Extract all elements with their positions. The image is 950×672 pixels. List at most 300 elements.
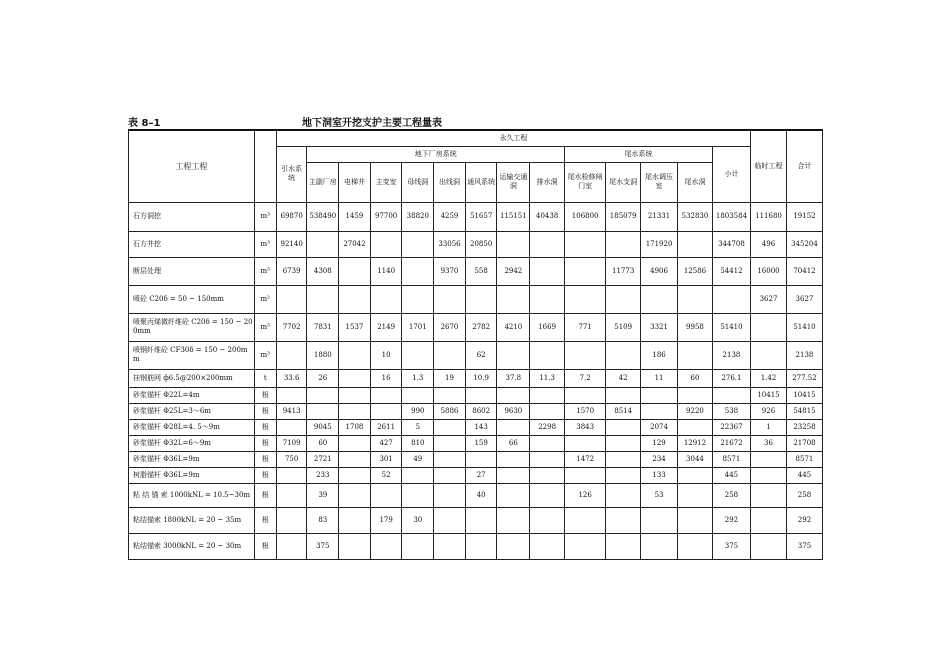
row-value	[402, 231, 434, 257]
row-value	[276, 285, 307, 313]
row-unit: 根	[254, 435, 276, 451]
row-value: 9958	[678, 313, 713, 341]
row-value: 16	[370, 369, 402, 387]
row-unit: 根	[254, 451, 276, 467]
table-row	[129, 341, 823, 369]
row-value	[606, 451, 641, 467]
row-value: 1537	[339, 313, 371, 341]
row-value	[339, 403, 371, 419]
row-value: 9630	[497, 403, 530, 419]
row-value: 292	[786, 507, 822, 533]
row-name: 砂浆锚杆 Φ36L=9m	[129, 451, 255, 467]
row-value: 445	[786, 467, 822, 483]
row-value	[307, 403, 339, 419]
table-title: 地下洞室开挖支护主要工程量表	[302, 118, 442, 129]
row-name: 砂浆锚杆 Φ28L=4. 5～9m	[129, 419, 255, 435]
row-value: 23258	[786, 419, 822, 435]
row-name: 砂浆锚杆 Φ32L=6～9m	[129, 435, 255, 451]
header-sub: 运输交通洞	[497, 162, 530, 202]
row-value	[606, 341, 641, 369]
table-row	[129, 435, 823, 451]
row-value	[530, 403, 565, 419]
row-value: 3627	[786, 285, 822, 313]
table-row	[129, 369, 823, 387]
row-value: 185079	[606, 202, 641, 231]
row-name: 喷砼 C20δ = 50 ~ 150mm	[129, 285, 255, 313]
row-value	[530, 341, 565, 369]
row-value: 51657	[465, 202, 497, 231]
row-value: 92140	[276, 231, 307, 257]
row-value	[530, 507, 565, 533]
row-value	[434, 451, 466, 467]
row-value: 143	[465, 419, 497, 435]
row-value	[606, 435, 641, 451]
header-sub: 电梯井	[339, 162, 371, 202]
row-value: 10	[370, 341, 402, 369]
row-value	[339, 483, 371, 507]
row-unit: m³	[254, 313, 276, 341]
row-value	[565, 341, 606, 369]
row-value	[641, 533, 678, 559]
row-value: 97700	[370, 202, 402, 231]
row-value: 292	[712, 507, 750, 533]
table-row	[129, 257, 823, 285]
row-value: 49	[402, 451, 434, 467]
row-value	[339, 507, 371, 533]
row-unit: t	[254, 369, 276, 387]
table-row	[129, 285, 823, 313]
row-value: 538490	[307, 202, 339, 231]
row-value	[497, 231, 530, 257]
row-value: 8571	[712, 451, 750, 467]
row-value	[678, 467, 713, 483]
row-value: 375	[307, 533, 339, 559]
row-value: 277.52	[786, 369, 822, 387]
row-value: 42	[606, 369, 641, 387]
row-value: 1701	[402, 313, 434, 341]
row-value: 1.3	[402, 369, 434, 387]
row-unit: m²	[254, 285, 276, 313]
row-value: 60	[307, 435, 339, 451]
row-name: 石方井挖	[129, 231, 255, 257]
header-tail: 尾水系统	[565, 146, 713, 162]
row-value: 70412	[786, 257, 822, 285]
row-value	[497, 483, 530, 507]
row-value	[606, 533, 641, 559]
row-value	[339, 285, 371, 313]
row-value: 19	[434, 369, 466, 387]
row-unit: 根	[254, 483, 276, 507]
header-permanent: 永久工程	[276, 130, 750, 146]
row-value: 129	[641, 435, 678, 451]
row-value	[339, 451, 371, 467]
row-value: 9413	[276, 403, 307, 419]
row-value: 111680	[751, 202, 787, 231]
row-value: 27	[465, 467, 497, 483]
row-value	[339, 369, 371, 387]
header-sub: 母线洞	[402, 162, 434, 202]
row-value: 19152	[786, 202, 822, 231]
row-value	[497, 451, 530, 467]
row-value	[434, 435, 466, 451]
row-unit: 根	[254, 403, 276, 419]
row-name: 砂浆锚杆 Φ22L=4m	[129, 387, 255, 403]
table-row	[129, 483, 823, 507]
row-value: 5886	[434, 403, 466, 419]
row-value	[530, 257, 565, 285]
row-value: 5109	[606, 313, 641, 341]
header-total: 合计	[786, 130, 822, 202]
row-value: 53	[641, 483, 678, 507]
row-value	[565, 507, 606, 533]
row-value: 375	[786, 533, 822, 559]
row-value: 54815	[786, 403, 822, 419]
row-value: 990	[402, 403, 434, 419]
row-value	[751, 507, 787, 533]
row-value	[678, 341, 713, 369]
row-value	[751, 341, 787, 369]
row-value	[339, 387, 371, 403]
row-value	[565, 285, 606, 313]
row-value: 4210	[497, 313, 530, 341]
row-value	[565, 257, 606, 285]
row-value	[307, 387, 339, 403]
row-value: 1669	[530, 313, 565, 341]
row-value: 1459	[339, 202, 371, 231]
row-value: 258	[786, 483, 822, 507]
row-value: 16000	[751, 257, 787, 285]
row-value: 38820	[402, 202, 434, 231]
row-name: 挂钢筋网 ф6.5@200×200mm	[129, 369, 255, 387]
row-name: 断层处理	[129, 257, 255, 285]
row-value	[678, 285, 713, 313]
row-value	[370, 483, 402, 507]
row-value: 3627	[751, 285, 787, 313]
row-value: 36	[751, 435, 787, 451]
row-name: 树脂锚杆 Φ36L=9m	[129, 467, 255, 483]
header-sub: 尾水检修闸门室	[565, 162, 606, 202]
row-value	[402, 533, 434, 559]
row-value: 8514	[606, 403, 641, 419]
row-value	[465, 285, 497, 313]
row-value: 375	[712, 533, 750, 559]
row-value	[276, 341, 307, 369]
row-value: 496	[751, 231, 787, 257]
row-value: 445	[712, 467, 750, 483]
header-sub: 排水洞	[530, 162, 565, 202]
row-value: 10.9	[465, 369, 497, 387]
row-value: 233	[307, 467, 339, 483]
row-value	[276, 467, 307, 483]
row-name: 砂浆锚杆 Φ25L=3～6m	[129, 403, 255, 419]
row-value	[434, 419, 466, 435]
row-value	[678, 231, 713, 257]
row-value: 1803584	[712, 202, 750, 231]
table-row	[129, 533, 823, 559]
row-value: 2942	[497, 257, 530, 285]
row-value	[276, 483, 307, 507]
row-value	[497, 533, 530, 559]
row-value	[339, 257, 371, 285]
row-value: 1880	[307, 341, 339, 369]
row-name: 粘结锚索 1800kNL = 20 ~ 35m	[129, 507, 255, 533]
row-value: 11	[641, 369, 678, 387]
row-value	[751, 483, 787, 507]
row-value	[307, 285, 339, 313]
row-value	[751, 467, 787, 483]
row-value	[370, 285, 402, 313]
row-value: 83	[307, 507, 339, 533]
row-value: 21672	[712, 435, 750, 451]
row-value: 1140	[370, 257, 402, 285]
row-value	[565, 533, 606, 559]
row-value: 2138	[712, 341, 750, 369]
row-value	[751, 533, 787, 559]
table-row	[129, 403, 823, 419]
row-value	[497, 387, 530, 403]
row-value	[606, 483, 641, 507]
row-value: 538	[712, 403, 750, 419]
row-value: 33056	[434, 231, 466, 257]
row-value	[497, 467, 530, 483]
row-value	[751, 451, 787, 467]
row-value	[465, 533, 497, 559]
row-value: 301	[370, 451, 402, 467]
row-value: 532830	[678, 202, 713, 231]
row-value	[434, 285, 466, 313]
row-value: 37.8	[497, 369, 530, 387]
row-value	[641, 507, 678, 533]
row-value: 810	[402, 435, 434, 451]
row-value: 2074	[641, 419, 678, 435]
row-value	[276, 507, 307, 533]
row-value: 40	[465, 483, 497, 507]
table-row	[129, 507, 823, 533]
row-value: 3044	[678, 451, 713, 467]
row-value: 54412	[712, 257, 750, 285]
table-row	[129, 467, 823, 483]
row-value: 276.1	[712, 369, 750, 387]
row-value: 9370	[434, 257, 466, 285]
row-value: 2670	[434, 313, 466, 341]
row-value	[339, 467, 371, 483]
row-name: 粘结锚索 3000kNL = 20 ~ 30m	[129, 533, 255, 559]
row-value: 10415	[786, 387, 822, 403]
header-sub: 尾水调压室	[641, 162, 678, 202]
row-value	[606, 507, 641, 533]
row-value	[370, 403, 402, 419]
row-value: 1472	[565, 451, 606, 467]
row-value	[565, 387, 606, 403]
row-value	[530, 387, 565, 403]
row-value: 7702	[276, 313, 307, 341]
header-sub: 尾水洞	[678, 162, 713, 202]
row-value: 9220	[678, 403, 713, 419]
row-value: 62	[465, 341, 497, 369]
row-value: 1570	[565, 403, 606, 419]
row-value: 4259	[434, 202, 466, 231]
row-value: 12912	[678, 435, 713, 451]
row-value	[641, 387, 678, 403]
row-unit: 根	[254, 533, 276, 559]
row-value	[276, 533, 307, 559]
row-value: 40438	[530, 202, 565, 231]
row-value: 926	[751, 403, 787, 419]
row-value: 51410	[786, 313, 822, 341]
row-value: 5	[402, 419, 434, 435]
table-row	[129, 387, 823, 403]
row-value: 7.2	[565, 369, 606, 387]
row-value: 30	[402, 507, 434, 533]
row-value: 7109	[276, 435, 307, 451]
row-value: 1.42	[751, 369, 787, 387]
row-value	[402, 483, 434, 507]
row-value	[402, 387, 434, 403]
row-value: 427	[370, 435, 402, 451]
header-sub: 主副厂房	[307, 162, 339, 202]
table-body	[129, 130, 823, 559]
row-value: 258	[712, 483, 750, 507]
row-name: 粘 结 锚 索 1000kNL = 10.5~30m	[129, 483, 255, 507]
row-value	[402, 467, 434, 483]
row-value	[434, 507, 466, 533]
row-value: 51410	[712, 313, 750, 341]
row-value	[465, 387, 497, 403]
row-value: 2298	[530, 419, 565, 435]
row-value: 7831	[307, 313, 339, 341]
row-unit: 根	[254, 387, 276, 403]
row-value: 2138	[786, 341, 822, 369]
table-label: 表 8–1	[128, 118, 161, 129]
row-value	[606, 231, 641, 257]
row-value: 133	[641, 467, 678, 483]
row-value: 39	[307, 483, 339, 507]
row-value	[530, 231, 565, 257]
row-value: 27042	[339, 231, 371, 257]
row-unit: 根	[254, 467, 276, 483]
row-value	[339, 435, 371, 451]
row-value: 186	[641, 341, 678, 369]
row-value	[606, 467, 641, 483]
row-value: 3321	[641, 313, 678, 341]
row-value	[530, 451, 565, 467]
table-row	[129, 231, 823, 257]
row-value: 6739	[276, 257, 307, 285]
row-value	[530, 483, 565, 507]
row-value: 11773	[606, 257, 641, 285]
row-value	[402, 341, 434, 369]
row-value: 344708	[712, 231, 750, 257]
row-name: 喷聚丙烯微纤维砼 C20δ = 150 ~ 200mm	[129, 313, 255, 341]
table-row	[129, 419, 823, 435]
row-value: 3843	[565, 419, 606, 435]
row-value: 21708	[786, 435, 822, 451]
row-value: 12586	[678, 257, 713, 285]
row-value	[370, 231, 402, 257]
row-value: 345204	[786, 231, 822, 257]
row-value	[678, 507, 713, 533]
row-name: 喷钢纤维砼 CF30δ = 150 ~ 200mm	[129, 341, 255, 369]
row-value: 126	[565, 483, 606, 507]
row-value: 21331	[641, 202, 678, 231]
row-unit: m³	[254, 341, 276, 369]
row-value	[339, 341, 371, 369]
row-value: 2721	[307, 451, 339, 467]
header-sub: 尾水支洞	[606, 162, 641, 202]
row-value	[339, 533, 371, 559]
row-value: 52	[370, 467, 402, 483]
row-value: 22367	[712, 419, 750, 435]
row-value: 750	[276, 451, 307, 467]
header-sub: 通风系统	[465, 162, 497, 202]
row-value	[530, 467, 565, 483]
header-subtotal: 小计	[712, 146, 750, 202]
row-value	[276, 419, 307, 435]
quantity-table	[128, 129, 823, 560]
row-value: 60	[678, 369, 713, 387]
row-value: 4308	[307, 257, 339, 285]
row-value	[465, 451, 497, 467]
row-value	[434, 387, 466, 403]
row-value	[434, 483, 466, 507]
row-value	[712, 387, 750, 403]
row-value	[497, 419, 530, 435]
row-value: 8571	[786, 451, 822, 467]
row-value: 558	[465, 257, 497, 285]
row-name: 石方洞挖	[129, 202, 255, 231]
row-value	[434, 467, 466, 483]
table-row	[129, 202, 823, 231]
row-value	[276, 387, 307, 403]
row-value	[606, 285, 641, 313]
row-value: 2149	[370, 313, 402, 341]
row-value	[678, 387, 713, 403]
row-value: 171920	[641, 231, 678, 257]
row-unit: 根	[254, 507, 276, 533]
row-value: 2611	[370, 419, 402, 435]
row-value	[565, 467, 606, 483]
header-item: 工程工程	[129, 130, 255, 202]
row-value	[402, 285, 434, 313]
table-row	[129, 313, 823, 341]
row-value	[497, 341, 530, 369]
row-value: 234	[641, 451, 678, 467]
row-value: 33.6	[276, 369, 307, 387]
row-value	[307, 231, 339, 257]
row-value	[712, 285, 750, 313]
row-value: 179	[370, 507, 402, 533]
row-unit: m³	[254, 202, 276, 231]
row-value	[678, 419, 713, 435]
row-value: 4906	[641, 257, 678, 285]
row-unit: 根	[254, 419, 276, 435]
row-unit: m³	[254, 231, 276, 257]
row-value	[565, 435, 606, 451]
row-value	[370, 387, 402, 403]
row-value	[565, 231, 606, 257]
row-value	[530, 435, 565, 451]
row-value: 20850	[465, 231, 497, 257]
row-value	[641, 403, 678, 419]
row-value: 1708	[339, 419, 371, 435]
row-value: 1	[751, 419, 787, 435]
row-value	[530, 285, 565, 313]
row-value	[751, 313, 787, 341]
row-value: 8602	[465, 403, 497, 419]
row-value	[530, 533, 565, 559]
row-value: 10415	[751, 387, 787, 403]
row-value	[402, 257, 434, 285]
